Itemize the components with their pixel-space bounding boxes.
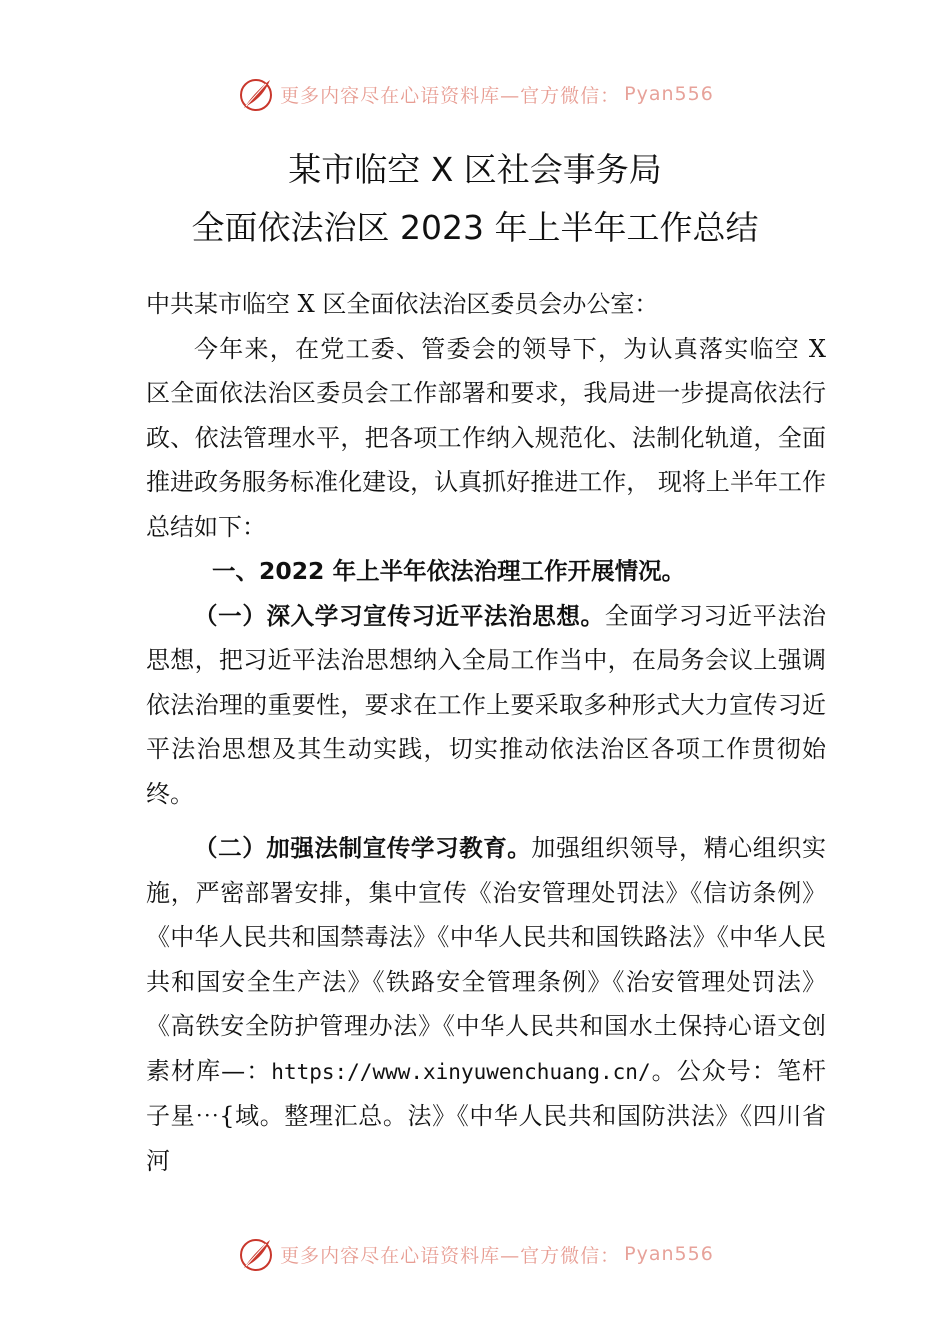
watermark-banner-bottom (0, 1232, 950, 1276)
watermark-banner-top (0, 72, 950, 116)
watermark-wechat-id: Pyan556 (624, 83, 714, 105)
watermark-wechat-id: Pyan556 (624, 1243, 714, 1265)
item1-heading: （一）深入学习宣传习近平法治思想。 (194, 601, 605, 630)
item2-url: https://www.xinyuwenchuang.cn/ (271, 1059, 651, 1084)
item2-body-b: 。公众号：笔杆子星⋯{域。整理汇总。法》《中华人民共和国防洪法》《四川省河 (146, 1056, 827, 1175)
watermark-label: 更多内容尽在心语资料库—官方微信： (280, 1244, 621, 1267)
document-title-line2: 全面依法治区 2023 年上半年工作总结 (191, 208, 759, 247)
item2-heading: （二）加强法制宣传学习教育。 (194, 834, 532, 862)
document-body (146, 282, 826, 1183)
feather-logo-icon (236, 1234, 276, 1274)
item2-body-a: 加强组织领导，精心组织实施，严密部署安排，集中宣传《治安管理处罚法》《信访条例》《中华人民共和国禁毒法》《中华人民共和国铁路法》《中华人民共和国安全生产法》《铁路安全管理条例》《治安管理处罚法》《高铁安全防护管理办法》《中华人民共和国水土保持心语文创素材库—： (146, 834, 827, 1085)
feather-logo-icon (236, 74, 276, 114)
salutation: 中共某市临空 X 区全面依法治区委员会办公室： (146, 290, 659, 318)
item1-paragraph (146, 594, 826, 817)
document-title-line1: 某市临空 X 区社会事务局 (288, 150, 662, 189)
intro-paragraph: 今年来，在党工委、管委会的领导下，为认真落实临空 X 区全面依法治区委员会工作部署和要求，我局进一步提高依法行政、依法管理水平，把各项工作纳入规范化、法制化轨道，全面推进政务服务标准化建设，认真抓好推进工作， 现将上半年工作总结如下： (146, 334, 826, 541)
item2-paragraph (146, 826, 826, 1183)
section1-heading: 一、2022 年上半年依法治理工作开展情况。 (212, 557, 686, 585)
watermark-label: 更多内容尽在心语资料库—官方微信： (280, 84, 621, 107)
item1-body: 全面学习习近平法治思想，把习近平法治思想纳入全局工作当中，在局务会议上强调依法治理的重要性，要求在工作上要采取多种形式大力宣传习近平法治思想及其生动实践，切实推动依法治区各项工作贯彻始终。 (146, 601, 827, 808)
